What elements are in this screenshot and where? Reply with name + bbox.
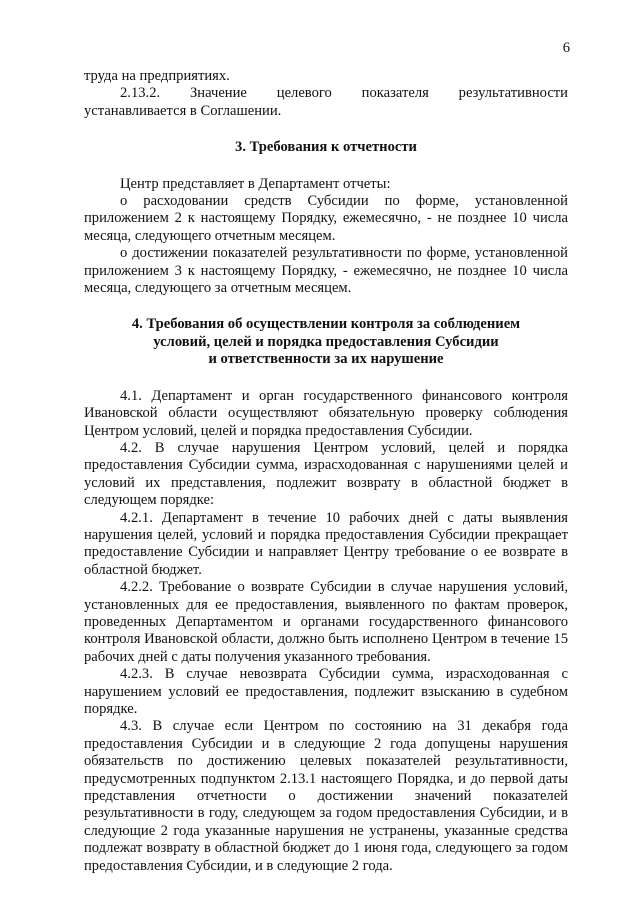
paragraph-3-intro: Центр представляет в Департамент отчеты:: [120, 175, 391, 192]
paragraph-2-13-2: 2.13.2. Значение целевого показателя результативности устанавливается в Соглашении.: [84, 85, 568, 119]
paragraph-4-2-1: 4.2.1. Департамент в течение 10 рабочих дней с даты выявления нарушения целей, условий и порядка предоставления Субсидии прекращает предоставление Субсидии и направляет Центру требование о ее возврате в областной бюджет.: [84, 509, 568, 578]
paragraph-3-results: о достижении показателей результативности по форме, установленной приложением 3 к настоящему Порядку, - ежемесячно, не позднее 10 числа месяца, следующего за отчетным месяцем.: [84, 245, 568, 297]
page-number: 6: [562, 40, 570, 56]
paragraph-4-2-3: 4.2.3. В случае невозврата Субсидии сумма, израсходованная с нарушением условий ее предоставления, подлежит взысканию в судебном порядке.: [84, 666, 568, 717]
paragraph-4-2-2: 4.2.2. Требование о возврате Субсидии в случае нарушения условий, установленных для ее предоставления, выявленного по фактам проверок, проведенных Департаментом и органами государственного финансового контроля Ивановской области, должно быть исполнено Центром в течение 15 рабочих дней с даты получения указанного требования.: [84, 579, 568, 665]
paragraph-4-1: 4.1. Департамент и орган государственного финансового контроля Ивановской области осуществляют обязательную проверку соблюдения Центром условий, целей и порядка предоставления Субсидии.: [84, 387, 568, 439]
section-4-heading-line-1: 4. Требования об осуществлении контроля за соблюдением: [131, 316, 521, 333]
paragraph-3-expenses: о расходовании средств Субсидии по форме, установленной приложением 2 к настоящему Порядку, ежемесячно, - не позднее 10 числа месяца, следующего отчетным месяцем.: [84, 193, 568, 244]
paragraph-4-2: 4.2. В случае нарушения Центром условий, целей и порядка предоставления Субсидии сумма, израсходованная с нарушениями целей и условий их представления, подлежит возврату в областной бюджет в следующем порядке:: [84, 439, 568, 509]
section-3-heading: 3. Требования к отчетности: [235, 139, 417, 156]
section-4-heading-line-2: условий, целей и порядка предоставления Субсидии: [153, 333, 499, 350]
paragraph-4-3: 4.3. В случае если Центром по состоянию на 31 декабря года предоставления Субсидии и в следующие 2 года допущены нарушения обязательств по достижению целевых показателей результативности, предусмотренных подпунктом 2.13.1 настоящего Порядка, и до первой даты представления отчетности о достижении значений показателей результативности в году, следующем за годом предоставления Субсидии, и в следующие 2 года указанные нарушения не устранены, указанные средства подлежат возврату в областной бюджет до 1 июня года, следующего за годом предоставления Субсидии, и в следующие 2 года.: [84, 718, 568, 874]
paragraph-section-2-tail: труда на предприятиях.: [84, 68, 230, 84]
section-4-heading-line-3: и ответственности за их нарушение: [208, 351, 444, 368]
